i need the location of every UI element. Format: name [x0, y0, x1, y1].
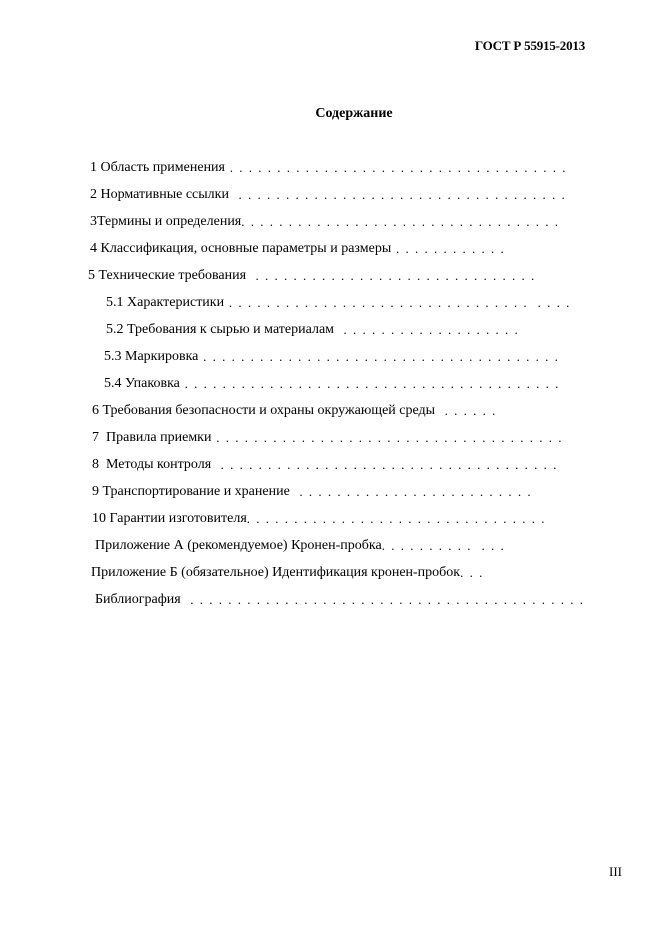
toc-entry-label: 8 Методы контроля	[92, 457, 212, 472]
toc-dot-leader: . . . . . . . . . . . . . . . . . . . . . . . . . . . . . . . . . . . . . . . . . .	[180, 592, 585, 607]
toc-entry-label: Приложение Б (обязательное) Идентификация кронен-пробок	[91, 565, 461, 580]
toc-dot-leader: . . . . . . . . . . . . . . . . . . . . . . . . . . . . . . . . . . . . . .	[198, 349, 560, 364]
toc-dot-leader: . . . . . . . . . . . . . . . . . . . . . . . . . . . . . . . .	[246, 511, 547, 526]
toc-entry-label: 5.4 Упаковка	[104, 376, 180, 391]
toc-entry-label: 6 Требования безопасности и охраны окружающей среды	[92, 403, 436, 418]
toc-entry[interactable]	[106, 293, 571, 313]
toc-dot-leader: . . . . . . . . . . . . . . . . . . . . . . . . . . . . . . . . . . . .	[224, 295, 571, 310]
toc-entry-label: 5.1 Характеристики	[106, 295, 225, 310]
toc-dot-leader: . . . . . . . . . . . . . . . . . . . . . . . . . . . . . . . . . . . . . . . .	[179, 376, 560, 391]
toc-entry-label: Приложение А (рекомендуемое) Кронен-пробка	[95, 538, 382, 553]
toc-entry-label: 9 Транспортирование и хранение	[92, 484, 290, 499]
toc-entry[interactable]	[104, 374, 560, 394]
toc-dot-leader: . . . . . . . . . . . . . . . . . . . . . . . . . . . . . . . . . . . .	[211, 457, 558, 472]
toc-dot-leader: . . . . . . . . . . . . . . . . . . . . . . . . . . . . . . . . . . . . .	[211, 430, 563, 445]
toc-entry[interactable]	[106, 320, 519, 340]
toc-entry-label: 5.2 Требования к сырью и материалам	[106, 322, 335, 337]
toc-dot-leader: . . . . . . . . . . . . . . . . . . . . . . . . .	[289, 484, 533, 499]
toc-entry-label: 4 Классификация, основные параметры и размеры	[90, 241, 392, 256]
toc-dot-leader: . . . . . . . . . . . . . . . . . . . . . . . . . . . . . . . . . . . .	[225, 160, 567, 175]
toc-entry[interactable]	[92, 428, 563, 448]
toc-dot-leader: . . . . . . . . . . . .	[391, 241, 506, 256]
toc-dot-leader: . . . . . . . . . . . . . . . . . . . . . . . . . . . . . .	[246, 268, 536, 283]
toc-dot-leader: . . . . . . . . . . . . . . . . . . . . . . . . . . . . . . . . . .	[241, 214, 560, 229]
toc-entry[interactable]	[90, 158, 567, 178]
toc-entry-label: Библиография	[95, 592, 181, 607]
standard-code-header: ГОСТ Р 55915-2013	[474, 38, 585, 53]
toc-entry[interactable]	[88, 266, 536, 286]
toc-entry[interactable]	[92, 401, 497, 421]
toc-entry-label: 10 Гарантии изготовителя	[92, 511, 247, 526]
toc-dot-leader: . . . . . . . . . . . . . . . . . . .	[334, 322, 520, 337]
toc-entry-label: 7 Правила приемки	[92, 430, 212, 445]
toc-entry-label: 5 Технические требования	[88, 268, 247, 283]
toc-entry[interactable]	[92, 482, 532, 502]
toc-entry[interactable]	[91, 563, 484, 583]
toc-entry-label: 1 Область применения	[90, 160, 225, 175]
toc-entry[interactable]	[92, 455, 558, 475]
toc-entry[interactable]	[95, 536, 505, 556]
toc-entry-label: 3Термины и определения	[90, 214, 242, 229]
toc-entry[interactable]	[90, 212, 560, 232]
toc-entry-label: 5.3 Маркировка	[104, 349, 199, 364]
toc-entry[interactable]	[104, 347, 559, 367]
toc-entry-label: 2 Нормативные ссылки	[90, 187, 229, 202]
toc-entry[interactable]	[95, 590, 585, 610]
page-number: III	[609, 864, 622, 879]
toc-entry[interactable]	[92, 509, 546, 529]
toc-dot-leader: . . . . . . . . . . . . . . . . . . . . . . . . . . . . . . . . . . .	[228, 187, 567, 202]
toc-dot-leader: . . .	[460, 565, 484, 580]
toc-entry[interactable]	[90, 239, 505, 259]
toc-dot-leader: . . . . . . . . . . . . .	[381, 538, 506, 553]
toc-entry[interactable]	[90, 185, 566, 205]
toc-dot-leader: . . . . . .	[435, 403, 497, 418]
toc-title: Содержание	[315, 106, 393, 121]
